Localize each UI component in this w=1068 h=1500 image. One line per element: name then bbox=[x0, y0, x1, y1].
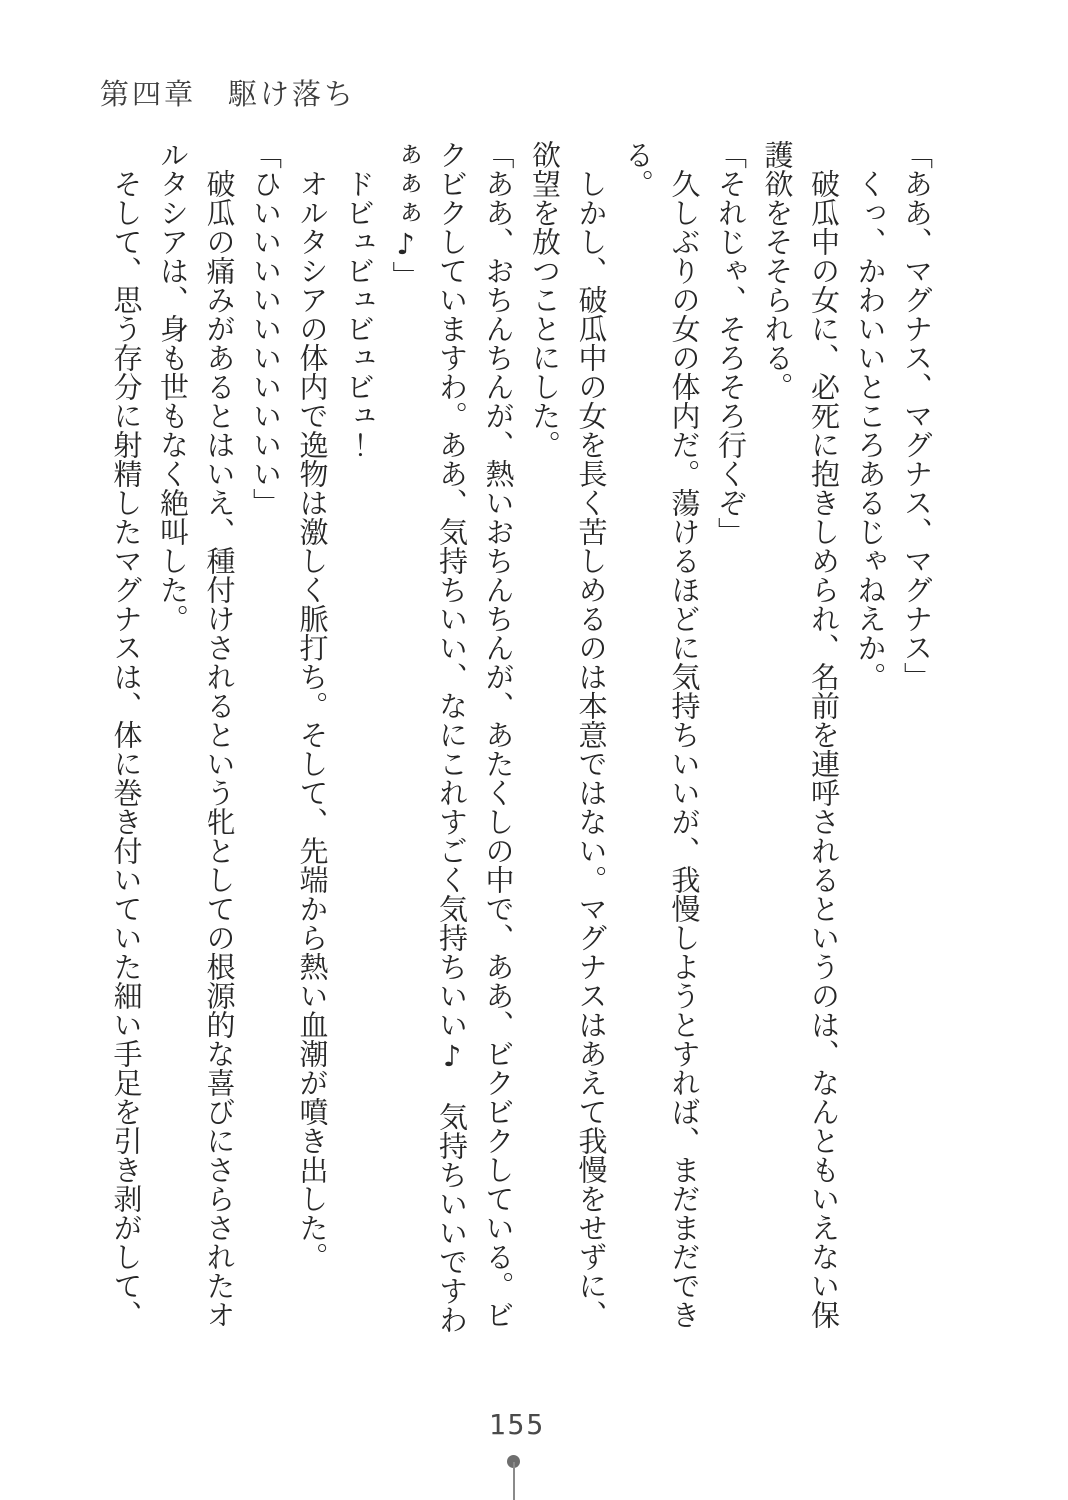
paragraph: 「ああ、マグナス、マグナス、マグナス」 bbox=[900, 140, 934, 691]
footer-dot-ornament bbox=[507, 1455, 520, 1468]
footer-rule bbox=[513, 1462, 515, 1500]
paragraph: 「それじゃ、そろそろ行くぞ」 bbox=[714, 140, 748, 546]
paragraph: 破瓜の痛みがあるとはいえ、種付けされるという牝としての根源的な喜びにさらされたオルタシアは、身も世もなく絶叫した。 bbox=[156, 140, 237, 1329]
paragraph: 破瓜中の女に、必死に抱きしめられ、名前を連呼されるというのは、なんともいえない保護欲をそそられる。 bbox=[760, 140, 841, 1329]
paragraph: ドビュビュビュビュ！ bbox=[342, 169, 376, 459]
paragraph: しかし、破瓜中の女を長く苦しめるのは本意ではない。マグナスはあえて我慢をせずに、欲望を放つことにした。 bbox=[528, 140, 609, 1329]
body-text bbox=[103, 140, 940, 1336]
paragraph: くっ、かわいいところあるじゃねえか。 bbox=[853, 169, 888, 691]
paragraph: 「ああ、おちんちんが、熱いおちんちんが、あたくしの中で、ああ、ビクビクしている。ビクビクしていますわ。ああ、気持ちいい、なにこれすごく気持ちいい♪ 気持ちいいですわぁぁぁ♪」 bbox=[388, 140, 516, 1334]
page-number: 155 bbox=[488, 1408, 546, 1441]
paragraph: オルタシアの体内で逸物は激しく脈打ち。そして、先端から熱い血潮が噴き出した。 bbox=[295, 169, 330, 1271]
chapter-header: 第四章 駆け落ち bbox=[100, 77, 357, 111]
paragraph: 「ひいいいいいいいいいい」 bbox=[249, 140, 283, 517]
paragraph: 久しぶりの女の体内だ。蕩けるほどに気持ちいいが、我慢しようとすれば、まだまだできる。 bbox=[621, 140, 702, 1329]
paragraph: そして、思う存分に射精したマグナスは、体に巻き付いていた細い手足を引き剥がして、 bbox=[109, 169, 144, 1329]
